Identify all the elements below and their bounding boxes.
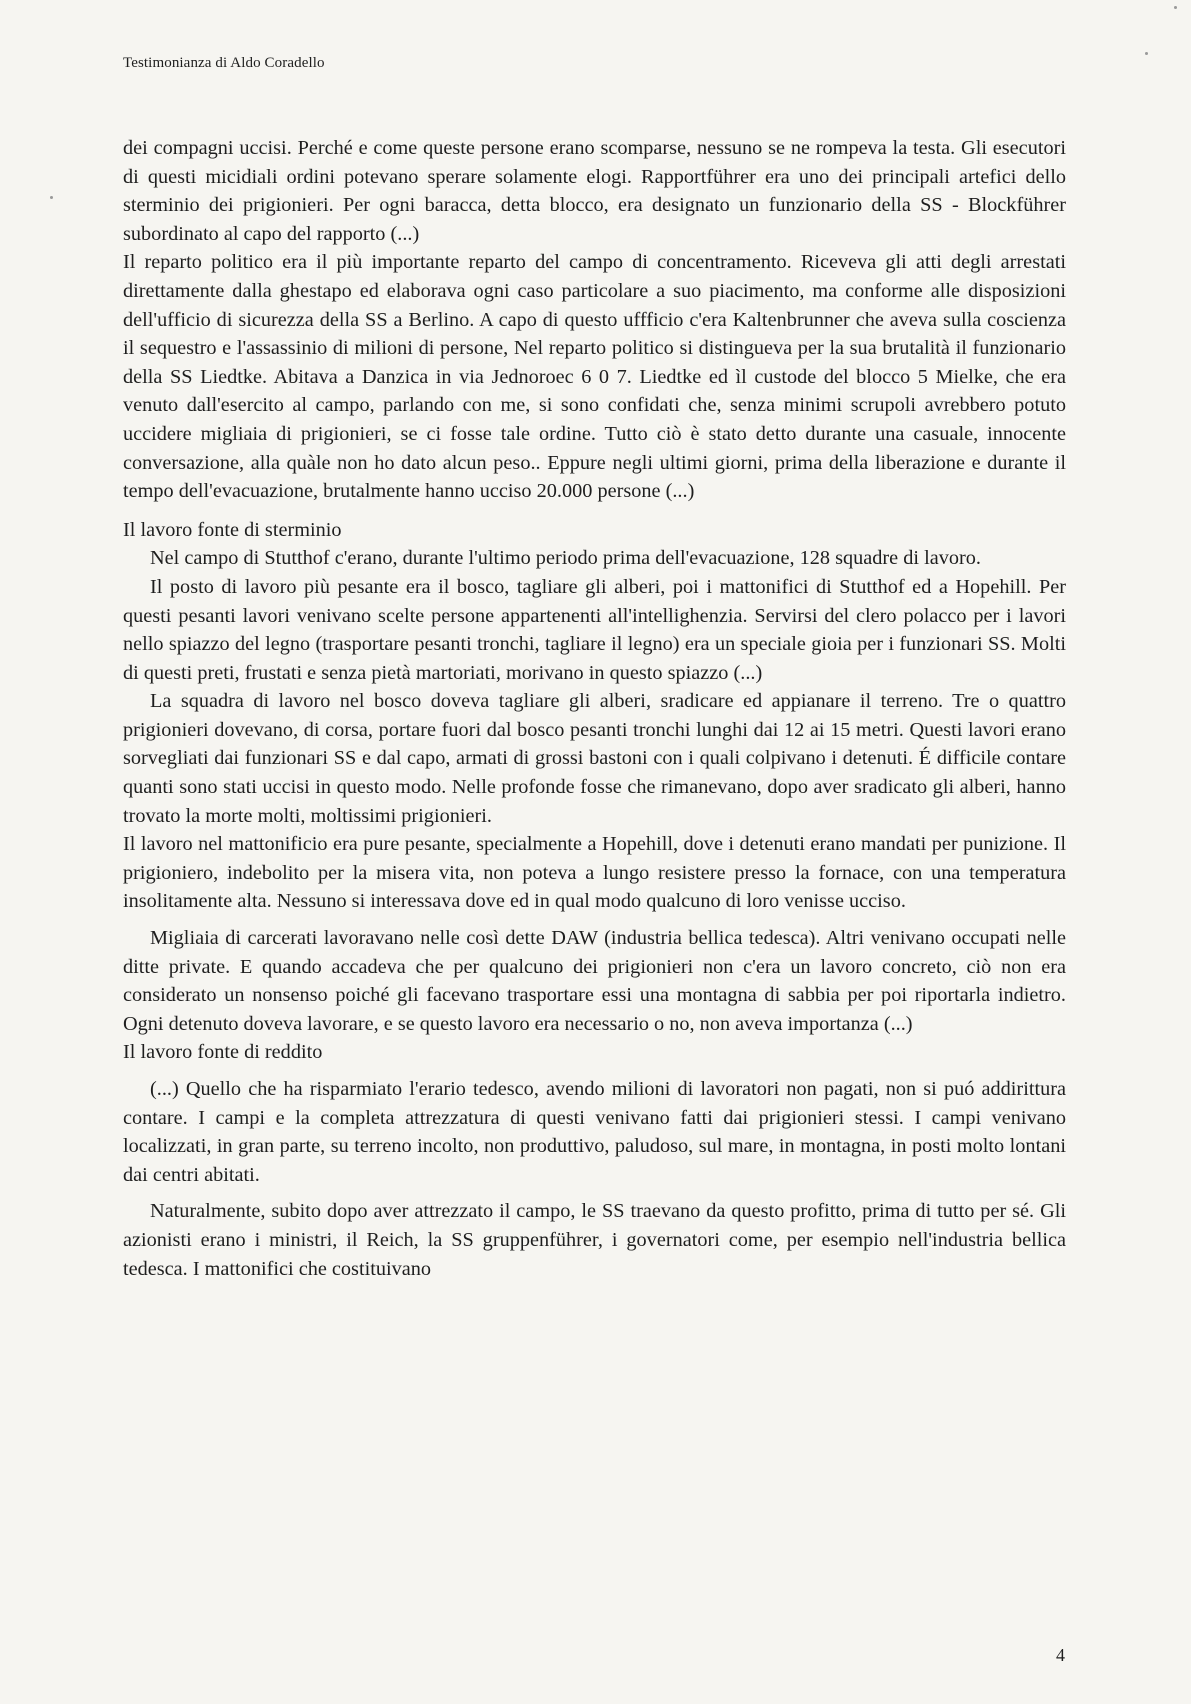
document-body [123, 134, 1066, 1283]
paragraph-5: La squadra di lavoro nel bosco doveva tagliare gli alberi, sradicare ed appianare il terreno. Tre o quattro prigionieri dovevano, di corsa, portare fuori dal bosco pesanti tronchi lunghi dai 12 ai 15 metri. Questi lavori erano sorvegliati dai funzionari SS e dal capo, armati di grossi bastoni con i quali colpivano i detenuti. É difficile contare quanti sono stati uccisi in questo modo. Nelle profonde fosse che rimanevano, dopo aver sradicato gli alberi, hanno trovato la morte molti, moltissimi prigionieri. [123, 690, 1066, 827]
paragraph-8: (...) Quello che ha risparmiato l'erario tedesco, avendo milioni di lavoratori non pagati, non si puó addirittura contare. I campi e la completa attrezzatura di questi venivano fatti dai prigionieri stessi. I campi venivano localizzati, in gran parte, su terreno incolto, non produttivo, paludoso, sul mare, in montagna, in posti molto lontani dai centri abitati. [123, 1078, 1066, 1186]
paragraph-2: Il reparto politico era il più importante reparto del campo di concentramento. Riceveva gli atti degli arrestati direttamente dalla ghestapo ed elaborava ogni caso particolare a suo piacimento, ma conforme alle disposizioni dell'ufficio di sicurezza della SS a Berlino. A capo di questo uffficio c'era Kaltenbrunner che aveva sulla coscienza il sequestro e l'assassinio di milioni di persone, Nel reparto politico si distingueva per la sua brutalità il funzionario della SS Liedtke. Abitava a Danzica in via Jednoroec 6 0 7. Liedtke ed ìl custode del blocco 5 Mielke, che era venuto dall'esercito al campo, parlando con me, si sono confidati che, senza minimi scrupoli avrebbero potuto uccidere migliaia di prigionieri, se ci fosse tale ordine. Tutto ciò è stato detto durante una casuale, innocente conversazione, alla quàle non ho dato alcun peso.. Eppure negli ultimi giorni, prima della liberazione e durante il tempo dell'evacuazione, brutalmente hanno ucciso 20.000 persone (...) [123, 251, 1066, 503]
scan-speck [1145, 52, 1148, 55]
running-header: Testimonianza di Aldo Coradello [123, 55, 325, 71]
scan-speck [50, 196, 53, 199]
section-heading-reddito: Il lavoro fonte di reddito [123, 1041, 323, 1064]
paragraph-7: Migliaia di carcerati lavoravano nelle così dette DAW (industria bellica tedesca). Altri venivano occupati nelle ditte private. E quando accadeva che per qualcuno dei prigionieri non c'era un lavoro concreto, ciò non era considerato un nonsenso poiché gli facevano trasportare essi una montagna di sabbia per poi riportarla indietro. Ogni detenuto doveva lavorare, e se questo lavoro era necessario o no, non aveva importanza (...) [123, 927, 1066, 1035]
paragraph-1: dei compagni uccisi. Perché e come queste persone erano scomparse, nessuno se ne rompeva la testa. Gli esecutori di questi micidiali ordini potevano sperare solamente elogi. Rapportführer era uno dei principali artefici dello sterminio dei prigionieri. Per ogni baracca, detta blocco, era designato un funzionario della SS - Blockführer subordinato al capo del rapporto (...) [123, 137, 1066, 245]
section-heading-sterminio: Il lavoro fonte di sterminio [123, 518, 342, 541]
paragraph-4: Il posto di lavoro più pesante era il bosco, tagliare gli alberi, poi i mattonifici di Stutthof ed a Hopehill. Per questi pesanti lavori venivano scelte persone appartenenti all'intellighenzia. Servirsi del clero polacco per i lavori nello spiazzo del legno (trasportare pesanti tronchi, tagliare il legno) era un speciale gioia per i funzionari SS. Molti di questi preti, frustati e senza pietà martoriati, morivano in questo spiazzo (...) [123, 575, 1066, 684]
scan-speck [1174, 6, 1177, 9]
paragraph-9: Naturalmente, subito dopo aver attrezzato il campo, le SS traevano da questo profitto, prima di tutto per sé. Gli azionisti erano i ministri, il Reich, la SS gruppenführer, i governatori come, per esempio nell'industria bellica tedesca. I mattonifici che costituivano [123, 1200, 1066, 1280]
paragraph-3: Nel campo di Stutthof c'erano, durante l'ultimo periodo prima dell'evacuazione, 128 squadre di lavoro. [150, 547, 981, 570]
paragraph-6: Il lavoro nel mattonificio era pure pesante, specialmente a Hopehill, dove i detenuti erano mandati per punizione. Il prigioniero, indebolito per la misera vita, non poteva a lungo resistere presso la fornace, con una temperatura insolitamente alta. Nessuno si interessava dove ed in qual modo qualcuno di loro venisse ucciso. [123, 833, 1066, 913]
page-number: 4 [1056, 1645, 1065, 1665]
